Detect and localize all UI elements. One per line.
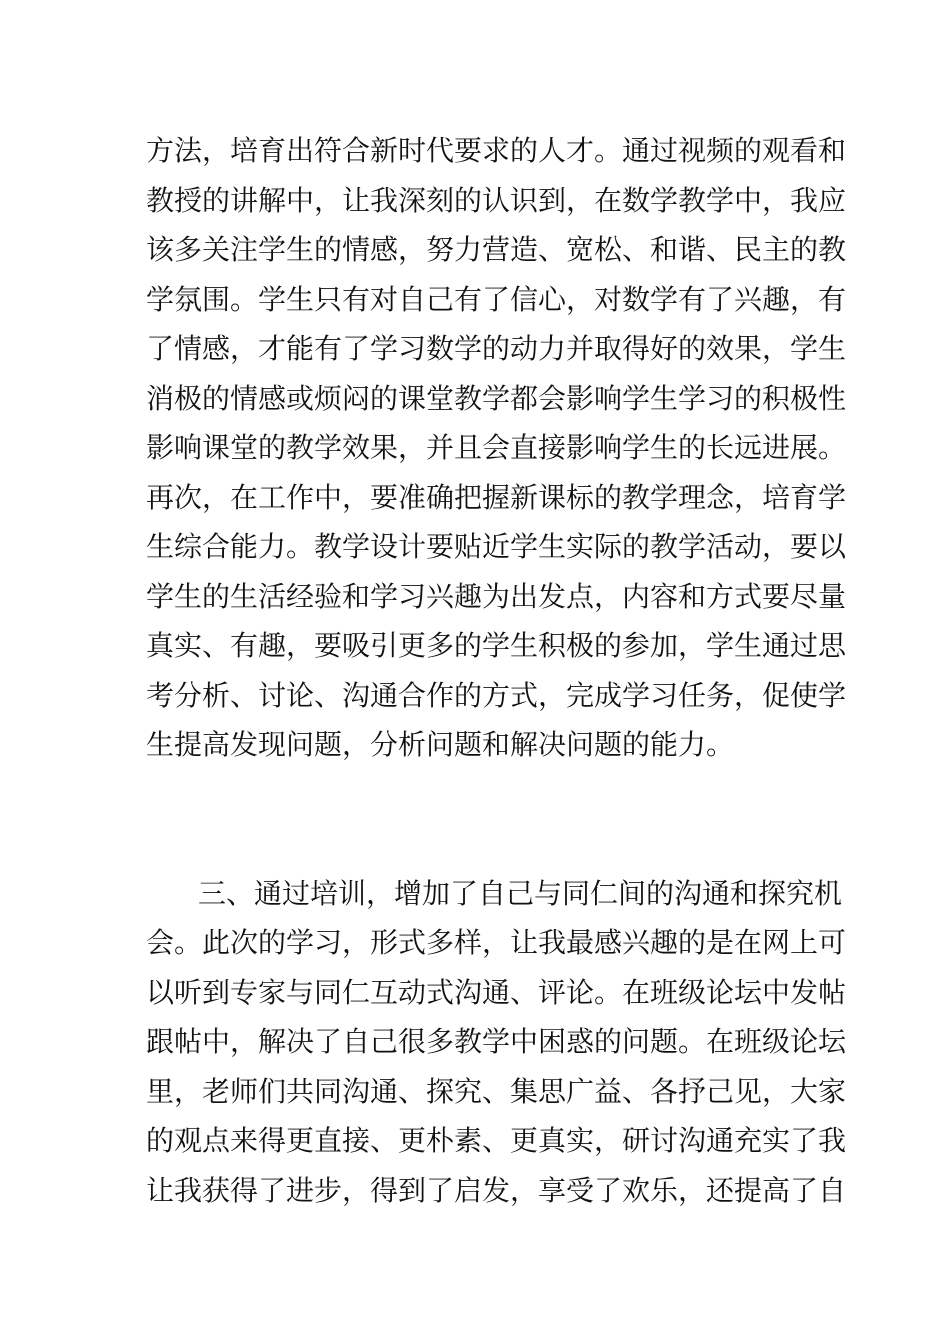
text-line: 的观点来得更直接、更朴素、更真实，研讨沟通充实了我 xyxy=(146,1124,847,1157)
text-line: 了情感，才能有了学习数学的动力并取得好的效果，学生 xyxy=(146,332,847,365)
text-line: 会。此次的学习，形式多样，让我最感兴趣的是在网上可 xyxy=(146,926,847,959)
text-line: 学氛围。学生只有对自己有了信心，对数学有了兴趣，有 xyxy=(146,283,847,316)
text-line: 考分析、讨论、沟通合作的方式，完成学习任务，促使学 xyxy=(146,679,847,712)
text-line: 教授的讲解中，让我深刻的认识到，在数学教学中，我应 xyxy=(146,184,847,217)
text-line: 该多关注学生的情感，努力营造、宽松、和谐、民主的教 xyxy=(146,233,847,266)
text-line: 方法，培育出符合新时代要求的人才。通过视频的观看和 xyxy=(146,134,847,167)
text-line: 生提高发现问题，分析问题和解决问题的能力。 xyxy=(146,728,735,761)
text-line: 再次，在工作中，要准确把握新课标的教学理念，培育学 xyxy=(146,481,847,514)
text-line: 消极的情感或烦闷的课堂教学都会影响学生学习的积极性 xyxy=(146,382,847,415)
text-line: 跟帖中，解决了自己很多教学中困惑的问题。在班级论坛 xyxy=(146,1025,847,1058)
text-line: 学生的生活经验和学习兴趣为出发点，内容和方式要尽量 xyxy=(146,580,847,613)
text-line: 影响课堂的教学效果，并且会直接影响学生的长远进展。 xyxy=(146,431,847,464)
text-line: 以听到专家与同仁互动式沟通、评论。在班级论坛中发帖 xyxy=(146,976,847,1009)
text-line: 三、通过培训，增加了自己与同仁间的沟通和探究机 xyxy=(198,877,843,910)
text-line: 里，老师们共同沟通、探究、集思广益、各抒己见，大家 xyxy=(146,1075,847,1108)
text-line: 真实、有趣，要吸引更多的学生积极的参加，学生通过思 xyxy=(146,629,847,662)
text-line: 让我获得了进步，得到了启发，享受了欢乐，还提高了自 xyxy=(146,1174,847,1207)
text-line: 生综合能力。教学设计要贴近学生实际的教学活动，要以 xyxy=(146,530,847,563)
